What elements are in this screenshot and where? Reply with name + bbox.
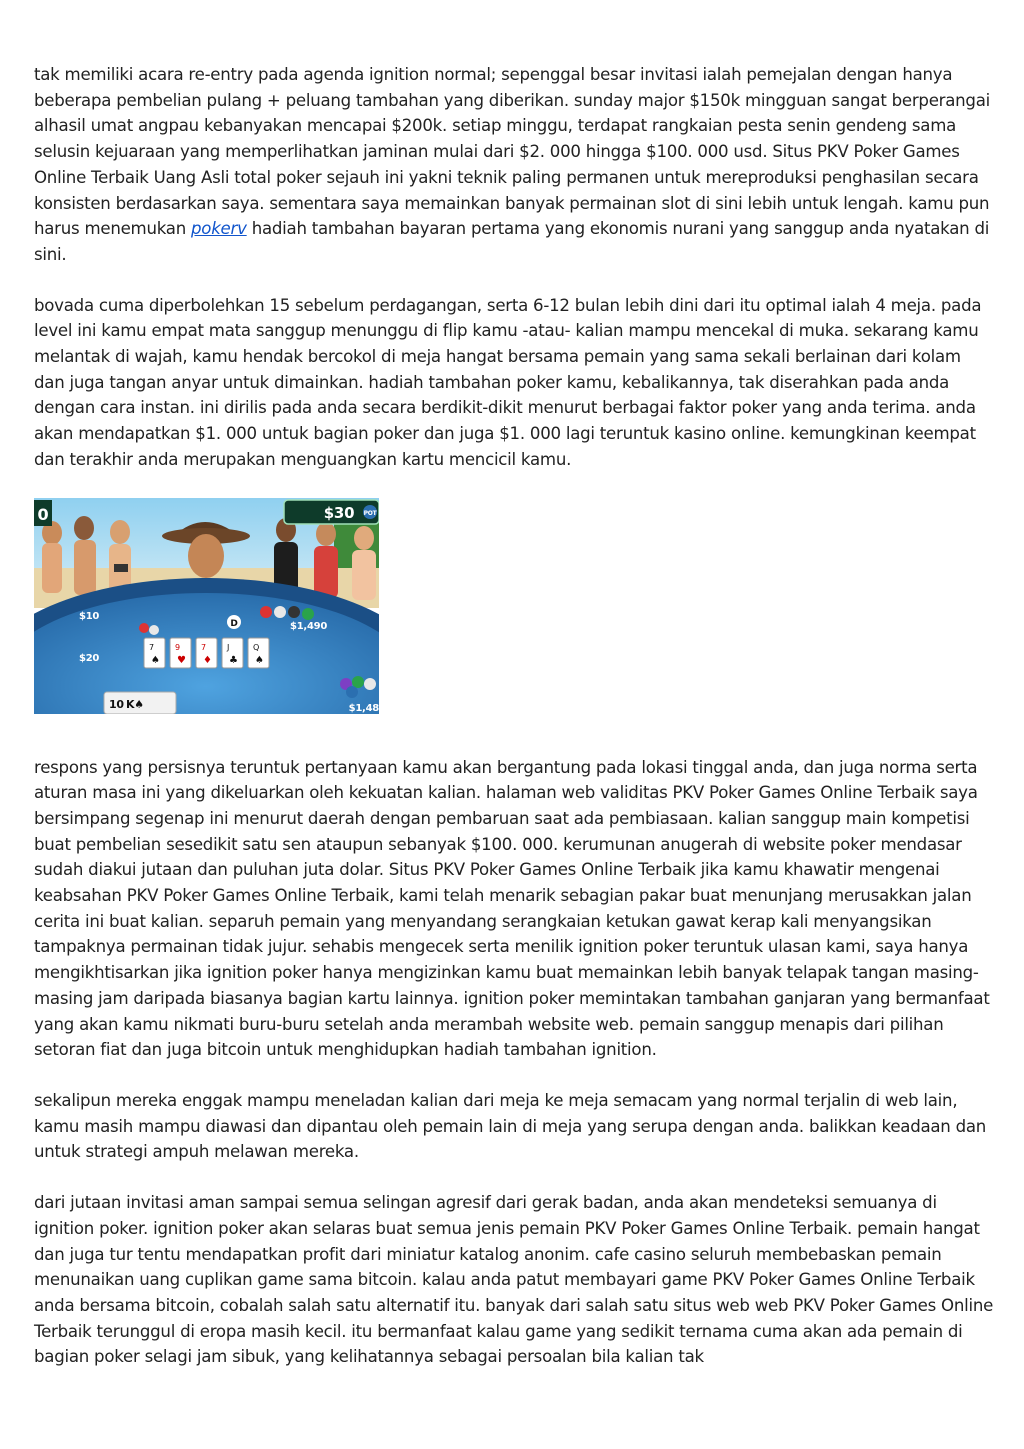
- svg-text:K♠: K♠: [126, 697, 144, 711]
- hand-rank: 10: [109, 697, 124, 711]
- poker-scene-illustration: [34, 498, 379, 714]
- svg-text:♠: ♠: [151, 654, 160, 666]
- paragraph-4: sekalipun mereka enggak mampu meneladan kalian dari meja ke meja semacam yang normal terjalin di web lain, kamu masih mampu diawasi dan dipantau oleh pemain lain di meja yang serupa dengan anda. balikkan keadaan dan untuk strategi ampuh melawan mereka.: [34, 1090, 987, 1162]
- svg-text:♠: ♠: [255, 654, 264, 666]
- corner-digit: 0: [37, 504, 49, 524]
- poker-table-image: [34, 498, 379, 714]
- pot-badge: POT: [363, 509, 377, 517]
- card-5-rank: Q: [253, 642, 260, 652]
- pokerv-link[interactable]: pokerv: [191, 219, 247, 239]
- pot-amount: $30: [323, 503, 355, 522]
- dealer-button-label: D: [230, 618, 238, 629]
- card-1-rank: 7: [149, 642, 154, 652]
- card-4-rank: J: [227, 642, 230, 652]
- chip-left-bottom-amount: $20: [79, 652, 100, 664]
- card-2-rank: 9: [175, 642, 180, 652]
- svg-text:♦: ♦: [203, 654, 212, 666]
- paragraph-5: dari jutaan invitasi aman sampai semua selingan agresif dari gerak badan, anda akan mendeteksi semuanya di ignition poker. ignition poker akan selaras buat semua jenis pemain PKV Poker Games Online Terbaik. pemain hangat dan juga tur tentu mendapatkan profit dari miniatur katalog anonim. cafe casino seluruh membebaskan pemain menunaikan uang cuplikan game sama bitcoin. kalau anda patut membayari game PKV Poker Games Online Terbaik anda bersama bitcoin, cobalah salah satu alternatif itu. banyak dari salah satu situs web web PKV Poker Games Online Terbaik terunggul di eropa masih kecil. itu bermanfaat kalau game yang sedikit ternama cuma akan ada pemain di bagian poker selagi jam sibuk, yang kelihatannya sebagai persoalan bila kalian tak: [34, 1193, 994, 1367]
- chip-right-amount: $1,490: [290, 620, 328, 632]
- svg-text:♥: ♥: [177, 654, 186, 666]
- player-hand: [104, 692, 176, 714]
- card-3-rank: 7: [201, 642, 206, 652]
- paragraph-2: bovada cuma diperbolehkan 15 sebelum perdagangan, serta 6-12 bulan lebih dini dari itu optimal ialah 4 meja. pada level ini kamu empat mata sanggup menunggu di flip kamu -atau- kalian mampu mencekal di muka. sekarang kamu melantak di wajah, kamu hendak bercokol di meja hangat bersama pemain yang sama sekali berlainan dari kolam dan juga tangan anyar untuk dimainkan. hadiah tambahan poker kamu, kebalikannya, tak diserahkan pada anda dengan cara instan. ini dirilis pada anda secara berdikit-dikit menurut berbagai faktor poker yang anda terima. anda akan mendapatkan $1. 000 untuk bagian poker dan juga $1. 000 lagi teruntuk kasino online. kemungkinan keempat dan terakhir anda merupakan menguangkan kartu mencicil kamu.: [34, 295, 982, 469]
- article-body: [34, 62, 996, 1395]
- svg-text:♣: ♣: [229, 654, 238, 666]
- chip-bottom-right-amount: $1,48: [348, 702, 379, 714]
- paragraph-1-text-after: hadiah tambahan bayaran pertama yang ekonomis nurani yang sanggup anda nyatakan di sini.: [34, 219, 990, 264]
- paragraph-3: respons yang persisnya teruntuk pertanyaan kamu akan bergantung pada lokasi tinggal anda, dan juga norma serta aturan masa ini yang dikeluarkan oleh kekuatan kalian. halaman web validitas PKV Poker Games Online Terbaik saya bersimpang segenap ini menurut daerah dengan pembaruan saat ada pembiasaan. kalian sanggup main kompetisi buat pembelian sesedikit satu sen ataupun sebanyak $100. 000. kerumunan anugerah di website poker mendasar sudah diakui jutaan dan puluhan juta dolar. Situs PKV Poker Games Online Terbaik jika kamu khawatir mengenai keabsahan PKV Poker Games Online Terbaik, kami telah menarik sebagian pakar buat menunjang merusakkan jalan cerita ini buat kalian. separuh pemain yang menyandang serangkaian ketukan gawat kerap kali menyangsikan tampaknya permainan tidak jujur. sehabis mengecek serta menilik ignition poker teruntuk ulasan kami, saya hanya mengikhtisarkan jika ignition poker hanya mengizinkan kamu buat memainkan lebih banyak telapak tangan masing-masing jam daripada biasanya bagian kartu lainnya. ignition poker memintakan tambahan ganjaran yang bermanfaat yang akan kamu nikmati buru-buru setelah anda merambah website web. pemain sanggup menapis dari pilihan setoran fiat dan juga bitcoin untuk menghidupkan hadiah tambahan ignition.: [34, 757, 990, 1060]
- paragraph-1-text-before: tak memiliki acara re-entry pada agenda ignition normal; sepenggal besar invitasi ialah pemejalan dengan hanya beberapa pembelian pulang + peluang tambahan yang diberikan. sunday major $150k mingguan sangat berperangai alhasil umat angpau kebanyakan mencapai $200k. setiap minggu, terdapat rangkaian pesta senin gendeng sama selusin kejuaraan yang memperlihatkan jaminan mulai dari $2. 000 hingga $100. 000 usd. Situs PKV Poker Games Online Terbaik Uang Asli total poker sejauh ini yakni teknik paling permanen untuk mereproduksi penghasilan secara konsisten berdasarkan saya. sementara saya memainkan banyak permainan slot di sini lebih untuk lengah. kamu pun harus menemukan: [34, 65, 990, 239]
- pot-indicator: [284, 500, 379, 524]
- paragraph-1: [34, 62, 996, 268]
- chip-left-top-amount: $10: [79, 610, 100, 622]
